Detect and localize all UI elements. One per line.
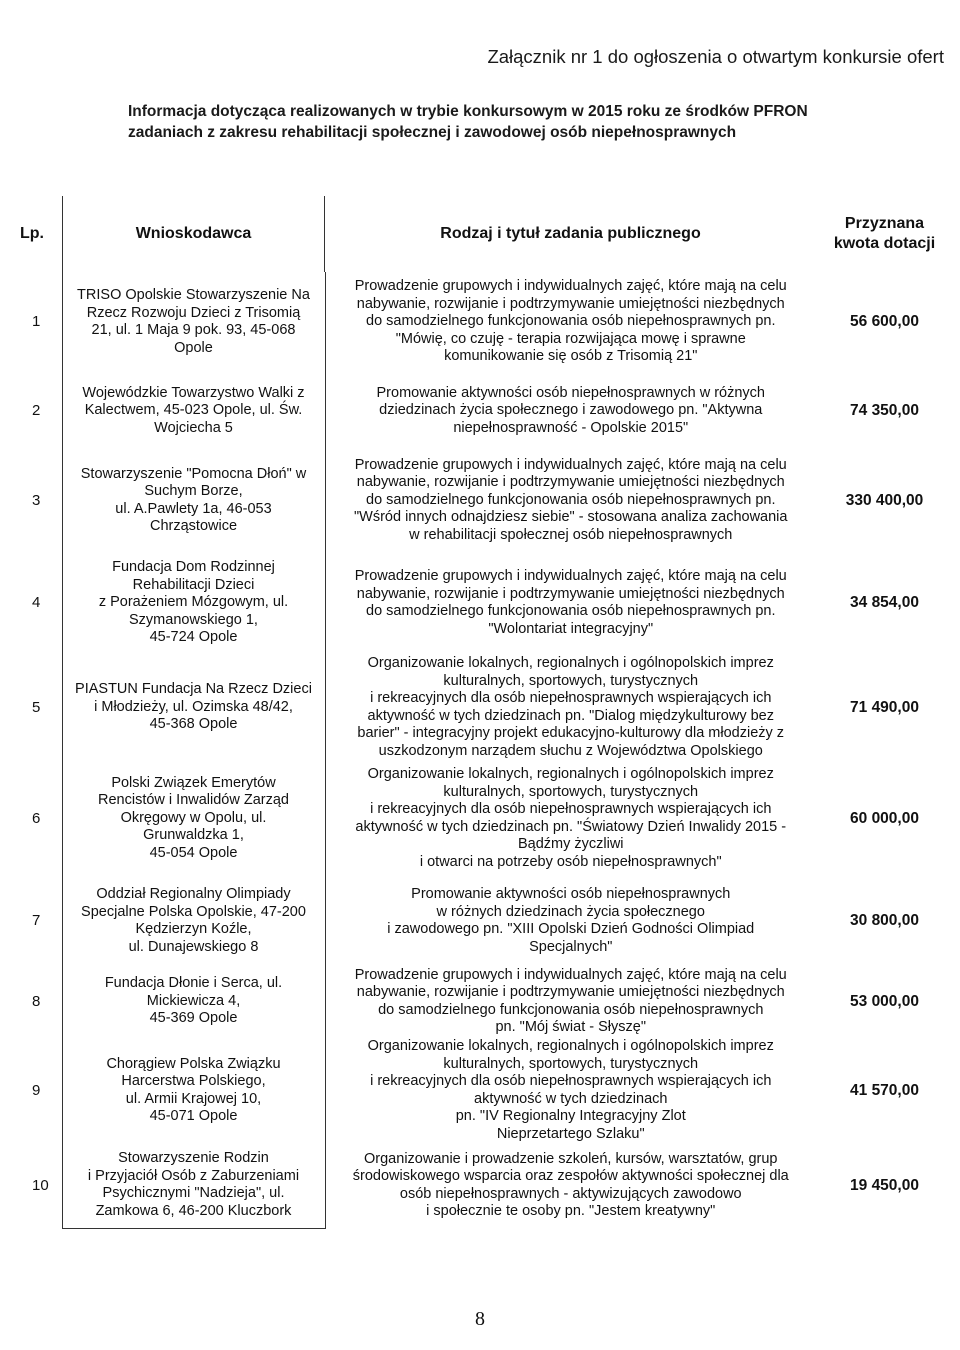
- applicant-line: 45-071 Opole: [149, 1108, 238, 1124]
- task-cell: [325, 877, 816, 965]
- applicant-line: 45-368 Opole: [149, 716, 238, 733]
- task-line: i rekreacyjnych dla osób niepełnosprawnych wspierających ich: [370, 801, 772, 817]
- applicant-line: i Przyjaciół Osób z Zaburzeniami: [87, 1167, 300, 1184]
- applicant-cell: [62, 372, 325, 450]
- applicant-cell: [62, 877, 325, 965]
- task-line: nabywanie, rozwijanie i podtrzymywanie umiejętności niezbędnych: [356, 295, 785, 312]
- task-line: i społecznie te osoby pn. "Jestem kreatywny": [426, 1203, 716, 1219]
- task-line: Organizowanie lokalnych, regionalnych i ogólnopolskich imprez: [367, 1038, 774, 1054]
- applicant-line: Rencistów i Inwalidów Zarząd: [98, 792, 289, 809]
- task-line: do samodzielnego funkcjonowania osób niepełnosprawnych pn.: [366, 313, 776, 330]
- applicant-line: Harcerstwa Polskiego,: [121, 1073, 266, 1089]
- applicant-line: ul. Armii Krajowej 10,: [125, 1090, 262, 1107]
- applicant-line: Wojciecha 5: [154, 419, 233, 436]
- applicant-cell: [62, 272, 325, 372]
- applicant-cell: [62, 551, 325, 655]
- task-line: kulturalnych, sportowych, turystycznych: [443, 1055, 699, 1072]
- amount-cell: 53 000,00: [850, 992, 919, 1010]
- task-cell: [325, 1143, 816, 1228]
- task-line: do samodzielnego funkcjonowania osób niepełnosprawnych pn.: [366, 491, 776, 508]
- task-line: do samodzielnego funkcjonowania osób niepełnosprawnych: [378, 1001, 764, 1018]
- title-line: zadaniach z zakresu rehabilitacji społecznej i zawodowej osób niepełnosprawnych: [128, 124, 737, 141]
- applicant-line: Kędzierzyn Koźle,: [135, 921, 252, 937]
- task-line: "Wolontariat integracyjny": [488, 620, 654, 637]
- task-line: Prowadzenie grupowych i indywidualnych zajęć, które mają na celu: [354, 278, 787, 295]
- task-line: pn. "IV Regionalny Integracyjny Zlot: [455, 1108, 686, 1124]
- applicant-line: Fundacja Dłonie i Serca, ul.: [104, 975, 283, 992]
- task-line: kulturalnych, sportowych, turystycznych: [443, 672, 699, 689]
- task-line: komunikowanie się osób z Trisomią 21": [444, 348, 698, 365]
- amount-cell: 71 490,00: [850, 698, 919, 716]
- applicant-line: Zamkowa 6, 46-200 Kluczbork: [95, 1202, 292, 1219]
- grants-table: [16, 196, 954, 1229]
- task-line: Prowadzenie grupowych i indywidualnych zajęć, które mają na celu: [354, 456, 787, 473]
- task-line: i rekreacyjnych dla osób niepełnosprawnych wspierających ich: [370, 690, 772, 706]
- applicant-cell: [62, 1038, 325, 1143]
- task-line: uszkodzonym narządem słuchu z Województwa Opolskiego: [378, 742, 763, 759]
- applicant-line: i Młodzieży, ul. Ozimska 48/42,: [94, 698, 293, 715]
- applicant-line: 45-369 Opole: [149, 1010, 238, 1027]
- table-row: [16, 655, 953, 760]
- task-line: aktywność w tych dziedzinach pn. "Światowy Dzień Inwalidy 2015 -: [355, 818, 787, 835]
- table-row: [16, 760, 953, 877]
- applicant-line: Oddział Regionalny Olimpiady: [96, 886, 291, 902]
- column-header-applicant: Wnioskodawca: [135, 225, 252, 242]
- task-line: kulturalnych, sportowych, turystycznych: [443, 783, 699, 800]
- applicant-line: Szymanowskiego 1,: [129, 611, 258, 628]
- task-cell: [325, 655, 816, 760]
- applicant-cell: [62, 965, 325, 1038]
- column-header-amount: [816, 196, 953, 272]
- amount-cell: 41 570,00: [850, 1081, 919, 1099]
- table-row: [16, 551, 953, 655]
- task-line: niepełnosprawność - Opolskie 2015": [453, 419, 689, 436]
- row-number: 2: [32, 402, 41, 420]
- applicant-line: Rehabilitacji Dzieci: [132, 576, 255, 593]
- applicant-cell: [62, 1143, 325, 1228]
- applicant-cell: [62, 450, 325, 551]
- task-line: Specjalnych": [529, 938, 613, 955]
- applicant-line: Okręgowy w Opolu, ul.: [120, 809, 267, 826]
- task-cell: [325, 272, 816, 372]
- task-line: i otwarci na potrzeby osób niepełnosprawnych": [419, 853, 722, 870]
- applicant-line: Suchym Borze,: [144, 483, 243, 499]
- row-number: 1: [32, 313, 41, 331]
- task-line: Nieprzetartego Szlaku": [496, 1125, 645, 1142]
- row-number: 7: [32, 912, 41, 930]
- title-line: Informacja dotycząca realizowanych w trybie konkursowym w 2015 roku ze środków PFRON: [128, 103, 808, 120]
- task-line: Bądźmy życzliwi: [517, 836, 624, 852]
- applicant-line: ul. A.Pawlety 1a, 46-053: [115, 500, 272, 517]
- applicant-line: Specjalne Polska Opolskie, 47-200: [81, 903, 306, 920]
- applicant-line: 45-054 Opole: [149, 844, 238, 861]
- task-line: w rehabilitacji społecznej osób niepełnosprawnych: [409, 526, 733, 543]
- task-line: Prowadzenie grupowych i indywidualnych zajęć, które mają na celu: [354, 568, 787, 584]
- task-line: osób niepełnosprawnych - aktywizujących zawodowo: [399, 1185, 742, 1202]
- applicant-line: Polski Związek Emerytów: [111, 774, 276, 791]
- task-line: Organizowanie lokalnych, regionalnych i ogólnopolskich imprez: [367, 766, 774, 782]
- row-number: 6: [32, 809, 41, 827]
- task-cell: [325, 1038, 816, 1143]
- applicant-line: ul. Dunajewskiego 8: [128, 938, 259, 955]
- task-line: "Mówię, co czuję - terapia rozwijająca mowę i sprawne: [395, 330, 746, 347]
- applicant-line: 45-724 Opole: [149, 629, 238, 646]
- column-header-amount-line: Przyznana: [844, 215, 925, 232]
- task-line: Organizowanie lokalnych, regionalnych i ogólnopolskich imprez: [367, 655, 774, 671]
- task-cell: [325, 450, 816, 551]
- task-cell: [325, 551, 816, 655]
- table-row: [16, 1143, 953, 1228]
- applicant-line: 21, ul. 1 Maja 9 pok. 93, 45-068: [91, 322, 296, 338]
- table-row: [16, 965, 953, 1038]
- amount-cell: 56 600,00: [850, 313, 919, 331]
- task-line: pn. "Mój świat - Słyszę": [495, 1019, 646, 1035]
- applicant-line: Stowarzyszenie Rodzin: [118, 1150, 269, 1167]
- task-line: barier" - integracyjny projekt edukacyjno-kulturowy dla młodzieży z: [357, 725, 785, 741]
- row-number: 10: [32, 1176, 49, 1194]
- task-line: i rekreacyjnych dla osób niepełnosprawnych wspierających ich: [370, 1073, 772, 1089]
- applicant-line: Stowarzyszenie "Pomocna Dłoń" w: [80, 465, 307, 482]
- task-line: i zawodowego pn. "XIII Opolski Dzień Godności Olimpiad: [387, 921, 755, 937]
- applicant-line: Fundacja Dom Rodzinnej: [112, 559, 275, 576]
- task-line: aktywność w tych dziedzinach: [474, 1090, 668, 1107]
- applicant-line: Chrząstowice: [149, 518, 238, 534]
- applicant-line: Opole: [174, 339, 213, 356]
- amount-cell: 19 450,00: [850, 1176, 919, 1194]
- task-line: "Wśród innych odnajdziesz siebie" - stosowana analiza zachowania: [354, 509, 788, 526]
- table-row: [16, 372, 953, 450]
- task-cell: [325, 760, 816, 877]
- task-line: aktywność w tych dziedzinach pn. "Dialog międzykulturowy bez: [367, 707, 774, 724]
- amount-cell: 330 400,00: [845, 491, 924, 509]
- column-header-task: Rodzaj i tytuł zadania publicznego: [440, 225, 701, 242]
- applicant-line: Kalectwem, 45-023 Opole, ul. Św.: [84, 402, 303, 419]
- row-number: 9: [32, 1081, 41, 1099]
- table-row: [16, 1038, 953, 1143]
- task-line: nabywanie, rozwijanie i podtrzymywanie umiejętności niezbędnych: [356, 474, 785, 491]
- task-cell: [325, 965, 816, 1038]
- applicant-line: Grunwaldzka 1,: [143, 827, 244, 844]
- task-line: w różnych dziedzinach życia społecznego: [436, 903, 705, 920]
- applicant-line: Rzecz Rozwoju Dzieci z Trisomią: [86, 304, 301, 321]
- applicant-line: Psychicznymi "Nadzieja", ul.: [102, 1185, 285, 1202]
- column-header-amount-line: kwota dotacji: [833, 235, 936, 252]
- task-line: nabywanie, rozwijanie i podtrzymywanie umiejętności niezbędnych: [356, 585, 785, 602]
- task-line: środowiskowego wsparcia oraz zespołów aktywności społecznej dla: [352, 1168, 789, 1184]
- task-line: do samodzielnego funkcjonowania osób niepełnosprawnych pn.: [366, 603, 776, 619]
- column-header-lp: Lp.: [20, 225, 44, 242]
- task-line: Prowadzenie grupowych i indywidualnych zajęć, które mają na celu: [354, 966, 787, 983]
- applicant-line: Chorągiew Polska Związku: [106, 1055, 281, 1072]
- document-title: [128, 101, 888, 143]
- task-cell: [325, 372, 816, 450]
- table-row: [16, 272, 953, 372]
- task-line: Organizowanie i prowadzenie szkoleń, kursów, warsztatów, grup: [364, 1150, 778, 1167]
- row-number: 4: [32, 594, 41, 612]
- applicant-cell: [62, 655, 325, 760]
- applicant-line: z Porażeniem Mózgowym, ul.: [98, 594, 289, 611]
- amount-cell: 34 854,00: [850, 594, 919, 612]
- amount-cell: 60 000,00: [850, 809, 919, 827]
- applicant-line: TRISO Opolskie Stowarzyszenie Na: [77, 287, 310, 303]
- task-line: nabywanie, rozwijanie i podtrzymywanie umiejętności niezbędnych: [356, 984, 785, 1000]
- row-number: 8: [32, 992, 41, 1010]
- applicant-cell: [62, 760, 325, 877]
- applicant-line: Mickiewicza 4,: [146, 992, 241, 1009]
- task-line: Promowanie aktywności osób niepełnosprawnych: [411, 886, 731, 902]
- amount-cell: 74 350,00: [850, 402, 919, 420]
- page-number: 8: [475, 1308, 485, 1330]
- table-row: [16, 877, 953, 965]
- task-line: dziedzinach życia społecznego i zawodowego pn. "Aktywna: [379, 402, 763, 419]
- table-header-row: [16, 196, 953, 272]
- amount-cell: 30 800,00: [850, 912, 919, 930]
- row-number: 3: [32, 491, 41, 509]
- task-line: Promowanie aktywności osób niepełnosprawnych w różnych: [376, 384, 765, 401]
- applicant-line: Wojewódzkie Towarzystwo Walki z: [82, 384, 305, 401]
- table-row: [16, 450, 953, 551]
- attachment-note: Załącznik nr 1 do ogłoszenia o otwartym konkursie ofert: [487, 46, 944, 67]
- applicant-line: PIASTUN Fundacja Na Rzecz Dzieci: [75, 681, 312, 698]
- row-number: 5: [32, 698, 41, 716]
